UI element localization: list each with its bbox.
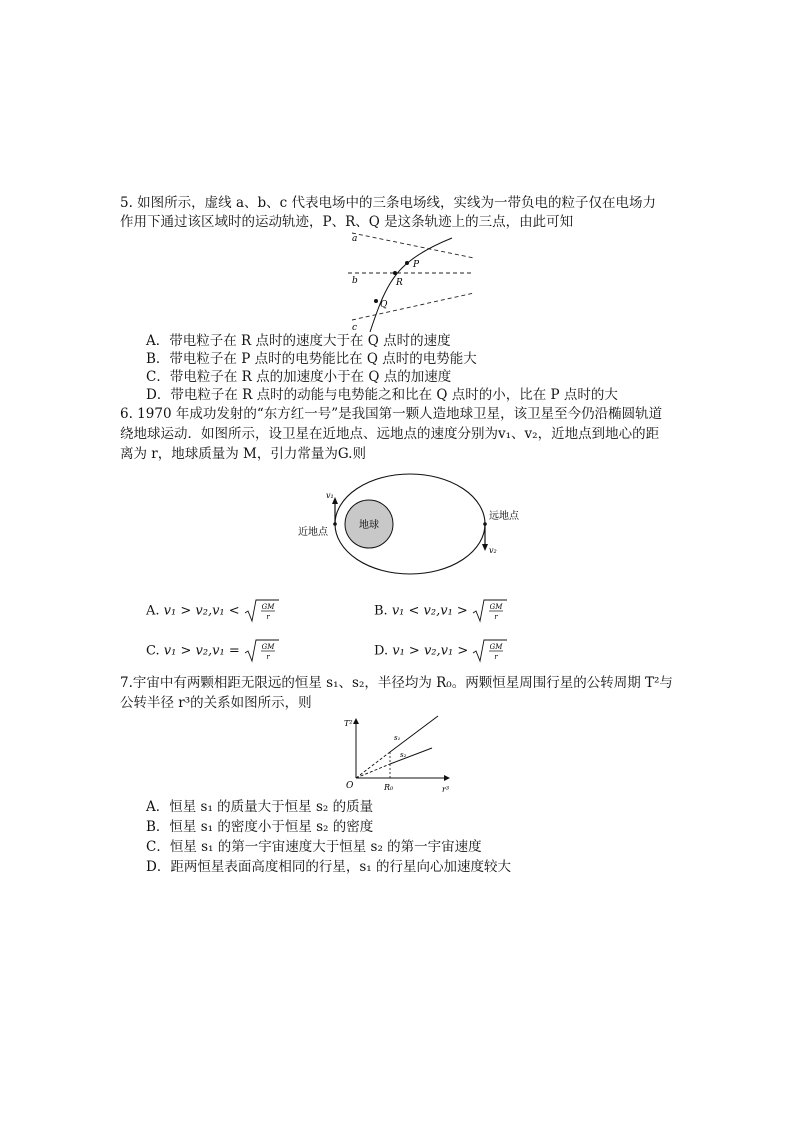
q5-option-b: B．带电粒子在 P 点时的电势能比在 Q 点时的电势能大: [146, 351, 477, 367]
label-a: a: [352, 234, 358, 244]
x-axis-label: r³: [442, 785, 450, 794]
s1-label: s₁: [394, 734, 401, 742]
q5-option-a: A．带电粒子在 R 点时的速度大于在 Q 点时的速度: [146, 333, 451, 349]
label-b: b: [352, 276, 358, 286]
label-c: c: [352, 323, 358, 333]
q5-option-d: D．带电粒子在 R 点时的动能与电势能之和比在 Q 点时的小，比在 P 点时的大: [146, 387, 618, 403]
q7-graph-figure: [338, 714, 458, 796]
v2-label: v₂: [489, 546, 497, 555]
q5-option-c: C．带电粒子在 R 点的加速度小于在 Q 点的加速度: [146, 369, 452, 385]
svg-text:r: r: [266, 653, 270, 661]
q7-option-d: D．距两恒星表面高度相同的行星，s₁ 的行星向心加速度较大: [146, 859, 511, 875]
y-axis-label: T²: [344, 719, 353, 728]
earth-label: 地球: [359, 520, 379, 531]
q6-orbit-figure: [290, 468, 540, 583]
svg-text:r: r: [494, 653, 499, 661]
v1-label: v₁: [326, 491, 334, 500]
q7-option-c: C．恒星 s₁ 的第一宇宙速度大于恒星 s₂ 的第一宇宙速度: [146, 839, 482, 855]
q6-stem-line1: 6. 1970 年成功发射的“东方红一号”是我国第一颗人造地球卫星，该卫星至今仍沿椭圆轨道: [120, 406, 663, 422]
q6-option-a: A. v₁ > v₂,v₁ < GM r: [146, 598, 280, 624]
q6-option-c: C. v₁ > v₂,v₁ = GM r: [146, 638, 280, 664]
q5-stem-line2: 作用下通过该区域时的运动轨迹，P、R、Q 是这条轨迹上的三点，由此可知: [120, 214, 574, 230]
sqrt-symbol: [244, 598, 280, 624]
sqrt-symbol: [244, 638, 280, 664]
svg-text:GM: GM: [261, 643, 275, 651]
q7-option-a: A．恒星 s₁ 的质量大于恒星 s₂ 的质量: [146, 799, 374, 815]
q7-stem-line1: 7.宇宙中有两颗相距无限远的恒星 s₁、s₂，半径均为 R₀。两颗恒星周围行星的公转周期 T²与: [120, 675, 673, 691]
sqrt-symbol: [472, 638, 508, 664]
apogee-label: 远地点: [489, 511, 519, 522]
q6-stem-line3: 离为 r，地球质量为 M，引力常量为G.则: [120, 446, 366, 462]
svg-text:GM: GM: [489, 603, 503, 611]
label-R: R: [396, 278, 403, 288]
svg-text:r: r: [494, 613, 498, 621]
q7-stem-line2: 公转半径 r³的关系如图所示，则: [120, 695, 312, 711]
q5-field-lines-figure: [340, 228, 480, 334]
label-Q: Q: [380, 300, 388, 310]
q7-option-b: B．恒星 s₁ 的密度小于恒星 s₂ 的密度: [146, 819, 374, 835]
svg-text:r: r: [266, 613, 270, 621]
origin-label: O: [346, 781, 354, 791]
perigee-label: 近地点: [298, 527, 328, 538]
q6-option-b: B. v₁ < v₂,v₁ > GM r: [374, 598, 508, 624]
s2-label: s₂: [400, 751, 407, 759]
sqrt-symbol: [472, 598, 508, 624]
q5-stem-line1: 5. 如图所示，虚线 a、b、c 代表电场中的三条电场线，实线为一带负电的粒子仅在电场力: [120, 195, 657, 211]
svg-text:GM: GM: [489, 643, 503, 651]
label-P: P: [413, 260, 420, 270]
svg-text:GM: GM: [261, 603, 275, 611]
r0-label: R₀: [384, 783, 394, 792]
q6-stem-line2: 绕地球运动．如图所示，设卫星在近地点、远地点的速度分别为v₁、v₂，近地点到地心的距: [120, 426, 660, 442]
q6-option-d: D. v₁ > v₂,v₁ > GM r: [374, 638, 508, 664]
